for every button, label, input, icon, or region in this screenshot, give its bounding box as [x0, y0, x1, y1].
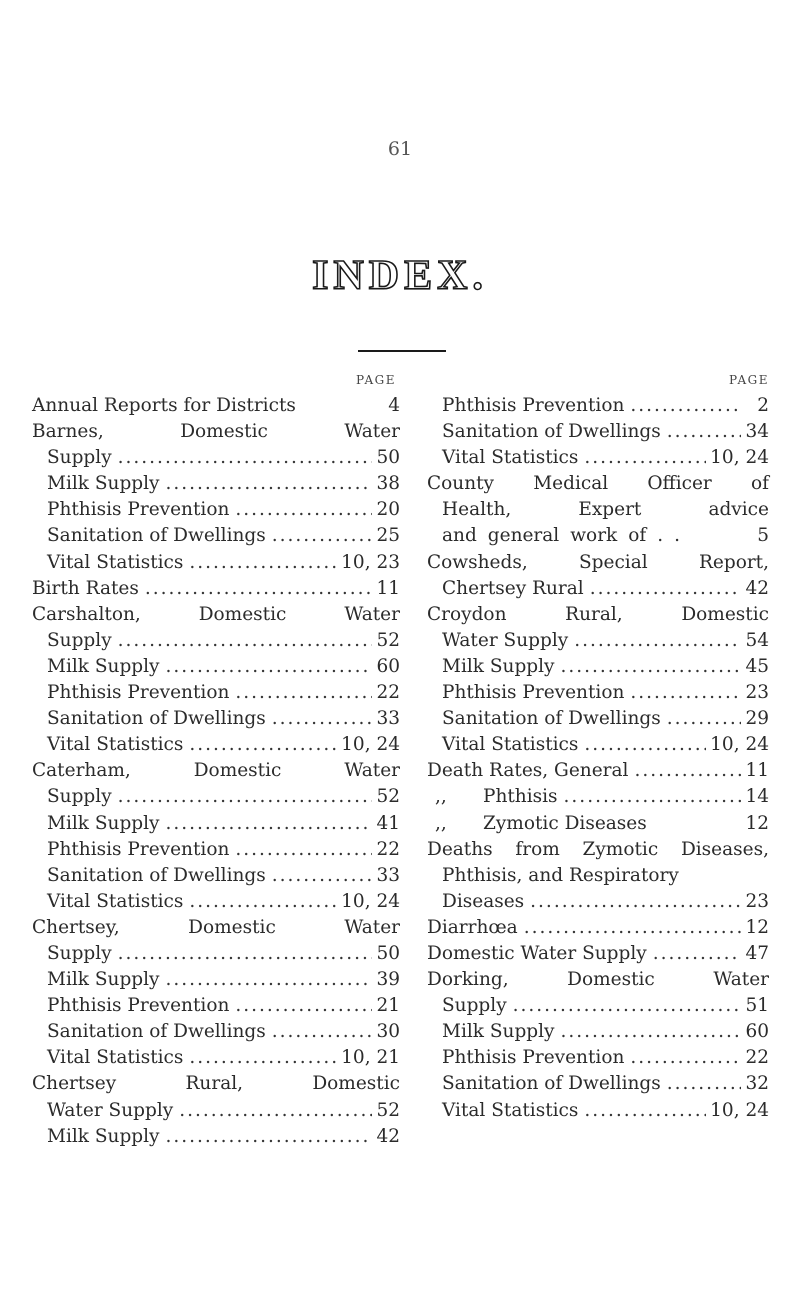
- index-entry-word: Domestic: [193, 760, 282, 782]
- index-entry-word: advice: [708, 499, 769, 521]
- index-entry-text: [427, 471, 769, 497]
- index-entry: [427, 654, 769, 680]
- index-entry-text: [32, 915, 400, 941]
- dot-leader: [272, 523, 372, 549]
- index-entry-text: [442, 497, 769, 523]
- index-entry: [427, 837, 769, 863]
- dot-leader: [561, 654, 741, 680]
- index-entry: [32, 654, 400, 680]
- ditto-mark: ,,: [435, 786, 447, 808]
- index-entry: [32, 1045, 400, 1071]
- index-entry: [427, 941, 769, 967]
- index-entry-text: Water Supply: [47, 1099, 174, 1121]
- index-entry-text: Sanitation of Dwellings: [47, 864, 266, 886]
- index-entry-text: Vital Statistics: [442, 1099, 579, 1121]
- dot-leader: [630, 1045, 741, 1071]
- index-entry-text: Annual Reports for Districts: [32, 395, 296, 416]
- index-entry-page: 20: [376, 499, 400, 521]
- index-entries-left: [32, 393, 400, 1150]
- index-entry: [32, 863, 400, 889]
- index-entry-text: Milk Supply: [47, 812, 160, 834]
- index-entry-word: Domestic: [198, 603, 287, 625]
- index-entry-page: 33: [376, 864, 400, 886]
- dot-leader: [272, 863, 372, 889]
- index-entry: [427, 419, 769, 445]
- index-entry-word: Medical: [533, 473, 609, 495]
- dot-leader: [584, 445, 706, 471]
- index-entry: [427, 550, 769, 576]
- ditto-mark: ,,: [435, 812, 447, 834]
- index-entry-text: Zymotic Diseases: [483, 812, 647, 834]
- index-entry-word: Domestic: [567, 969, 655, 991]
- page-column-header: PAGE: [729, 373, 769, 387]
- index-entry-word: Officer: [647, 473, 712, 495]
- page-number: 61: [387, 138, 413, 160]
- index-entry-page: 4: [388, 395, 400, 416]
- dot-leader: [118, 784, 372, 810]
- index-entry-page: 41: [376, 812, 400, 834]
- dot-leader: [189, 1045, 337, 1071]
- index-entry: [32, 784, 400, 810]
- index-entry: [427, 993, 769, 1019]
- index-entry-page: 51: [745, 995, 769, 1017]
- index-entry-word: of: [628, 525, 647, 547]
- index-entry-word: from: [515, 838, 560, 860]
- index-entry-word: County: [427, 473, 495, 495]
- index-entry-page: 10, 24: [710, 1099, 769, 1121]
- dot-leader: [667, 706, 741, 732]
- index-entry: [32, 602, 400, 628]
- dot-leader: [235, 837, 372, 863]
- index-entry-text: Vital Statistics: [442, 734, 579, 756]
- index-entry: [427, 1045, 769, 1071]
- index-entry-text: Sanitation of Dwellings: [442, 1073, 661, 1095]
- dot-leader: [235, 680, 372, 706]
- dot-leader: [630, 393, 741, 419]
- index-entry-text: Milk Supply: [47, 969, 160, 991]
- index-entry: [427, 758, 769, 784]
- dot-leader: [584, 1098, 706, 1124]
- index-entry-text: Phthisis Prevention: [47, 682, 230, 704]
- index-entry-page: 54: [745, 629, 769, 651]
- index-entry: [32, 1071, 400, 1097]
- dot-leader: [118, 445, 372, 471]
- index-entry: [32, 758, 400, 784]
- dot-leader: [235, 497, 372, 523]
- index-entry-page: 14: [745, 786, 769, 808]
- index-entry: [427, 497, 769, 523]
- dot-leader: [564, 784, 741, 810]
- index-entry-text: [32, 758, 400, 784]
- index-entry: [32, 393, 400, 419]
- index-entry: [427, 915, 769, 941]
- index-entry-page: 39: [376, 969, 400, 991]
- index-entry-word: .: [674, 525, 680, 547]
- index-entry: [427, 784, 769, 810]
- index-entry-page: 23: [745, 682, 769, 704]
- index-entry-page: 52: [376, 629, 400, 651]
- index-entry: [427, 576, 769, 602]
- index-entry-text: Milk Supply: [47, 655, 160, 677]
- index-entry-page: 60: [745, 1021, 769, 1043]
- index-entry-word: Croydon: [427, 603, 507, 625]
- index-entry-page: 21: [376, 995, 400, 1017]
- index-entry-text: Phthisis Prevention: [47, 499, 230, 521]
- index-entry-text: Supply: [47, 942, 112, 964]
- dot-leader: [166, 811, 372, 837]
- index-entry-text: Sanitation of Dwellings: [442, 708, 661, 730]
- dot-leader: [630, 680, 741, 706]
- index-entry-page: 34: [745, 421, 769, 443]
- title-rule: [358, 350, 446, 352]
- index-entry-text: [427, 550, 769, 576]
- index-entries-right: [427, 393, 769, 1124]
- dot-leader: [584, 732, 706, 758]
- index-entry-text: Phthisis Prevention: [47, 838, 230, 860]
- dot-leader: [590, 576, 741, 602]
- dot-leader: [272, 1019, 372, 1045]
- dot-leader: [653, 941, 741, 967]
- index-entry-word: Water: [344, 916, 400, 938]
- index-entry-page: 52: [376, 786, 400, 808]
- index-entry-text: [32, 602, 400, 628]
- index-entry-text: [32, 1071, 400, 1097]
- index-entry-page: 29: [745, 708, 769, 730]
- index-entry-text: Water Supply: [442, 629, 569, 651]
- index-entry: [32, 471, 400, 497]
- index-entry-text: Vital Statistics: [47, 551, 184, 573]
- index-entry-page: 42: [376, 1125, 400, 1147]
- index-entry: [32, 628, 400, 654]
- index-entry: [32, 445, 400, 471]
- index-entry-page: 10, 24: [710, 447, 769, 469]
- dot-leader: [524, 915, 741, 941]
- index-entry-text: Phthisis Prevention: [47, 995, 230, 1017]
- index-entry: [427, 732, 769, 758]
- index-entry-page: 11: [745, 760, 769, 782]
- index-entry-page: 10, 24: [710, 734, 769, 756]
- index-entry: [32, 1098, 400, 1124]
- index-entry-text: Supply: [47, 629, 112, 651]
- index-entry: [32, 550, 400, 576]
- index-entry-text: Phthisis Prevention: [442, 395, 625, 416]
- index-entry-word: Diseases,: [680, 838, 769, 860]
- index-entry-page: 50: [376, 447, 400, 469]
- index-entry-page: 2: [757, 395, 769, 416]
- index-title: INDEX.: [312, 253, 488, 299]
- index-entry-text: [32, 419, 400, 445]
- index-entry-text: Vital Statistics: [47, 890, 184, 912]
- dot-leader: [118, 941, 372, 967]
- index-entry: [427, 680, 769, 706]
- index-entry-word: Water: [344, 421, 400, 443]
- index-entry-text: Milk Supply: [47, 1125, 160, 1147]
- index-entry-word: Barnes,: [32, 421, 104, 443]
- index-entry: [32, 1124, 400, 1150]
- index-entry: [427, 967, 769, 993]
- index-entry-text: Diarrhœa: [427, 916, 518, 938]
- index-entry-text: Vital Statistics: [442, 447, 579, 469]
- index-entry: [32, 837, 400, 863]
- dot-leader: [118, 628, 372, 654]
- index-entry-text: Sanitation of Dwellings: [47, 1021, 266, 1043]
- index-entry-page: 10, 23: [341, 551, 400, 573]
- index-entry: [32, 941, 400, 967]
- index-entry: [427, 811, 769, 837]
- index-column-right: [427, 373, 769, 1124]
- index-entry-word: .: [657, 525, 664, 547]
- index-entry-text: Birth Rates: [32, 577, 139, 599]
- index-entry: [427, 445, 769, 471]
- index-entry-word: Water: [344, 603, 400, 625]
- index-entry-page: 38: [376, 473, 400, 495]
- dot-leader: [667, 419, 741, 445]
- index-entry-word: and: [442, 525, 477, 547]
- index-entry: [32, 889, 400, 915]
- index-entry-page: 10, 21: [341, 1047, 400, 1069]
- index-entry-page: 12: [745, 812, 769, 834]
- index-entry-page: 50: [376, 942, 400, 964]
- index-entry-page: 47: [745, 942, 769, 964]
- index-entry-page: 22: [376, 838, 400, 860]
- index-entry-word: Cowsheds,: [427, 551, 528, 573]
- index-entry-page: 22: [376, 682, 400, 704]
- index-entry-text: [427, 967, 769, 993]
- index-entry-word: Domestic: [180, 421, 268, 443]
- index-entry: [32, 706, 400, 732]
- index-entry-page: 11: [376, 577, 400, 599]
- index-entry-word: Water: [713, 969, 769, 991]
- index-entry-page: 12: [745, 916, 769, 938]
- index-entry-text: Milk Supply: [442, 655, 555, 677]
- dot-leader: [634, 758, 741, 784]
- index-entry-word: Special: [578, 551, 648, 573]
- index-entry: [427, 1019, 769, 1045]
- index-entry: [427, 523, 769, 549]
- index-entry-page: 52: [376, 1099, 400, 1121]
- index-entry: [32, 576, 400, 602]
- dot-leader: [189, 889, 337, 915]
- dot-leader: [189, 732, 337, 758]
- index-entry-text: Vital Statistics: [47, 1047, 184, 1069]
- dot-leader: [561, 1019, 741, 1045]
- index-entry-page: 10, 24: [341, 734, 400, 756]
- index-entry: [32, 523, 400, 549]
- index-entry: [427, 602, 769, 628]
- index-entry-text: Supply: [47, 786, 112, 808]
- index-entry-text: Phthisis Prevention: [442, 1047, 625, 1069]
- index-entry-page: 30: [376, 1021, 400, 1043]
- dot-leader: [166, 471, 372, 497]
- index-entry-text: [427, 837, 769, 863]
- index-entry: [32, 419, 400, 445]
- index-entry: [427, 628, 769, 654]
- index-entry-text: Sanitation of Dwellings: [442, 421, 661, 443]
- index-entry-text: Diseases: [442, 890, 525, 912]
- index-column-left: [32, 373, 400, 1150]
- index-entry-word: Rural,: [185, 1073, 244, 1095]
- index-entry-word: work: [570, 525, 618, 547]
- index-entry: [32, 967, 400, 993]
- index-entry-text: Death Rates, General: [427, 760, 629, 782]
- dot-leader: [189, 550, 337, 576]
- index-entry-page: 22: [745, 1047, 769, 1069]
- index-entry-word: Water: [344, 760, 400, 782]
- index-entry: [427, 1098, 769, 1124]
- index-entry-text: [427, 602, 769, 628]
- index-entry: [427, 393, 769, 419]
- dot-leader: [166, 1124, 372, 1150]
- index-entry-page: 45: [745, 655, 769, 677]
- index-entry: [32, 680, 400, 706]
- index-entry: [32, 732, 400, 758]
- index-entry-word: Zymotic: [582, 838, 659, 860]
- index-entry-text: Phthisis: [483, 786, 558, 808]
- index-entry-word: Chertsey,: [32, 916, 120, 938]
- index-entry: [427, 889, 769, 915]
- index-entry-text: Supply: [47, 447, 112, 469]
- index-entry-page: 42: [745, 577, 769, 599]
- index-entry-text: Chertsey Rural: [442, 577, 584, 599]
- index-entry-word: of: [750, 473, 769, 495]
- dot-leader: [166, 654, 372, 680]
- index-entry-text: Vital Statistics: [47, 734, 184, 756]
- page-column-header: PAGE: [356, 373, 396, 387]
- index-entry-word: Chertsey: [32, 1073, 117, 1095]
- index-entry-text: Milk Supply: [442, 1021, 555, 1043]
- index-entry-page: 60: [376, 655, 400, 677]
- dot-leader: [272, 706, 372, 732]
- index-entry: [427, 863, 769, 889]
- dot-leader: [179, 1098, 372, 1124]
- index-entry-page: 5: [757, 525, 769, 547]
- index-entry: [32, 1019, 400, 1045]
- index-entry-word: Carshalton,: [32, 603, 141, 625]
- index-entry-text: Supply: [442, 995, 507, 1017]
- index-entry-page: 32: [745, 1073, 769, 1095]
- index-entry-page: 33: [376, 708, 400, 730]
- index-entry-text: Phthisis Prevention: [442, 682, 625, 704]
- index-entry: [32, 497, 400, 523]
- index-entry-word: Health,: [442, 499, 512, 521]
- index-entry-word: Expert: [578, 499, 642, 521]
- index-entry-page: 23: [745, 890, 769, 912]
- index-entry: [427, 706, 769, 732]
- index-entry-word: Domestic: [312, 1073, 400, 1095]
- dot-leader: [513, 993, 741, 1019]
- dot-leader: [667, 1071, 741, 1097]
- index-entry: [427, 1071, 769, 1097]
- index-entry-word: Rural,: [565, 603, 623, 625]
- index-entry-text: Sanitation of Dwellings: [47, 708, 266, 730]
- dot-leader: [166, 967, 372, 993]
- index-entry: [32, 915, 400, 941]
- index-entry-word: Deaths: [427, 838, 493, 860]
- index-entry-page: 25: [376, 525, 400, 547]
- dot-leader: [235, 993, 372, 1019]
- dot-leader: [145, 576, 372, 602]
- index-entry-text: Domestic Water Supply: [427, 942, 647, 964]
- index-entry-text: Phthisis, and Respiratory: [442, 864, 679, 886]
- index-entry: [427, 471, 769, 497]
- index-entry-word: Domestic: [681, 603, 769, 625]
- index-entry-text: Milk Supply: [47, 473, 160, 495]
- dot-leader: [574, 628, 741, 654]
- index-entry-page: 10, 24: [341, 890, 400, 912]
- index-entry-word: Report,: [698, 551, 769, 573]
- index-entry-word: Caterham,: [32, 760, 131, 782]
- index-entry: [32, 993, 400, 1019]
- index-entry-word: Dorking,: [427, 969, 509, 991]
- index-entry: [32, 811, 400, 837]
- index-entry-text: Sanitation of Dwellings: [47, 525, 266, 547]
- index-entry-word: Domestic: [188, 916, 276, 938]
- dot-leader: [530, 889, 741, 915]
- index-entry-text: [442, 523, 680, 549]
- index-entry-word: general: [487, 525, 560, 547]
